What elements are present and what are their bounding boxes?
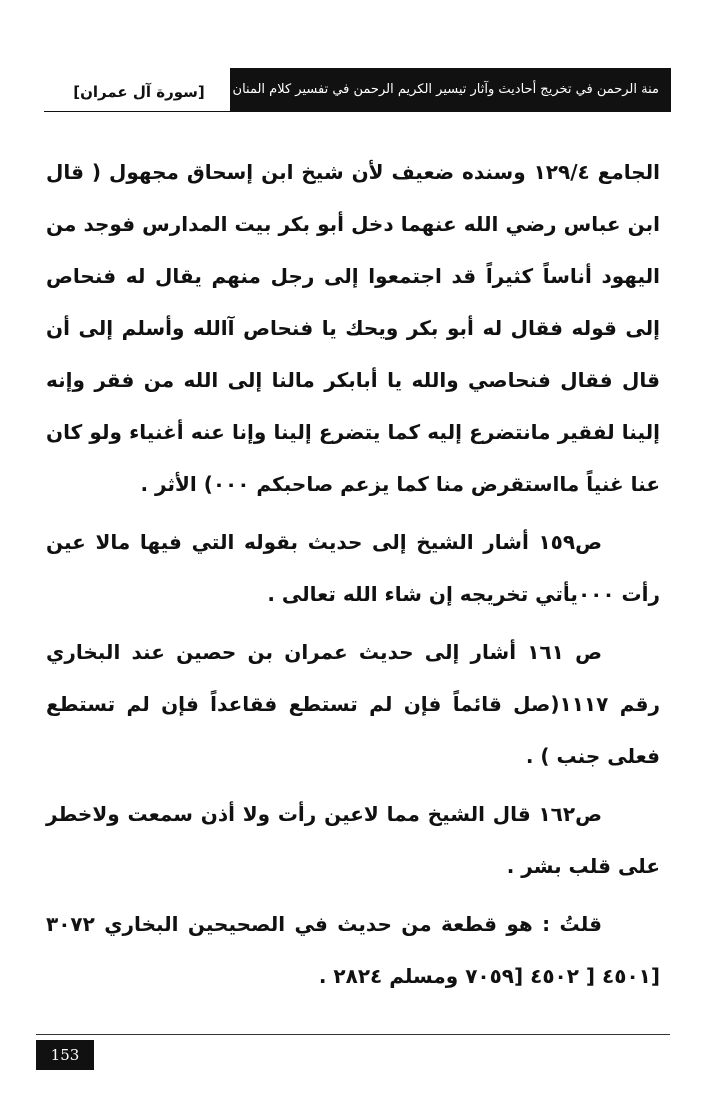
book-title: منة الرحمن في تخريج أحاديث وآثار تيسير الكريم الرحمن في تفسير كلام المنان — [230, 68, 671, 112]
paragraph-page-159: ص١٥٩ أشار الشيخ إلى حديث بقوله التي فيها مالا عين رأت ٠٠٠يأتي تخريجه إن شاء الله تعالى . — [46, 530, 660, 606]
paragraph-page-161: ص ١٦١ أشار إلى حديث عمران بن حصين عند البخاري رقم ١١١٧(صل قائماً فإن لم تستطع فقاعداً فإن لم تستطع فعلى جنب ) . — [46, 640, 660, 768]
paragraph-hadith-narration: الجامع ١٢٩/٤ وسنده ضعيف لأن شيخ ابن إسحاق مجهول ( قال ابن عباس رضي الله عنهما دخل أبو بكر بيت المدارس فوجد من اليهود أناساً كثيراً قد اجتمعوا إلى رجل منهم يقال له فنحاص إلى قوله فقال له أبو بكر ويحك يا فنحاص آالله وأسلم إلى أن قال فقال فنحاصي والله يا أبابكر مالنا إلى الله من فقر وإنه إلينا لفقير مانتضرع إليه كما يتضرع إلينا وإنا عنه أغنياء ولو كان عنا غنياً مااستقرض منا كما يزعم صاحبكم ٠٠٠) الأثر . — [46, 160, 661, 496]
page-body — [46, 146, 660, 1008]
page-header — [44, 68, 671, 112]
surah-title: [سورة آل عمران] — [73, 83, 205, 101]
page-number: 153 — [36, 1040, 94, 1070]
paragraph-page-162: ص١٦٢ قال الشيخ مما لاعين رأت ولا أذن سمعت ولاخطر على قلب بشر . — [46, 802, 660, 878]
footer-divider — [36, 1034, 670, 1035]
header-divider — [44, 111, 671, 112]
paragraph-note: قلتُ : هو قطعة من حديث في الصحيحين البخاري ٣٠٧٢ [٤٥٠١ [ ٤٥٠٢ [٧٠٥٩ ومسلم ٢٨٢٤ . — [46, 912, 660, 988]
